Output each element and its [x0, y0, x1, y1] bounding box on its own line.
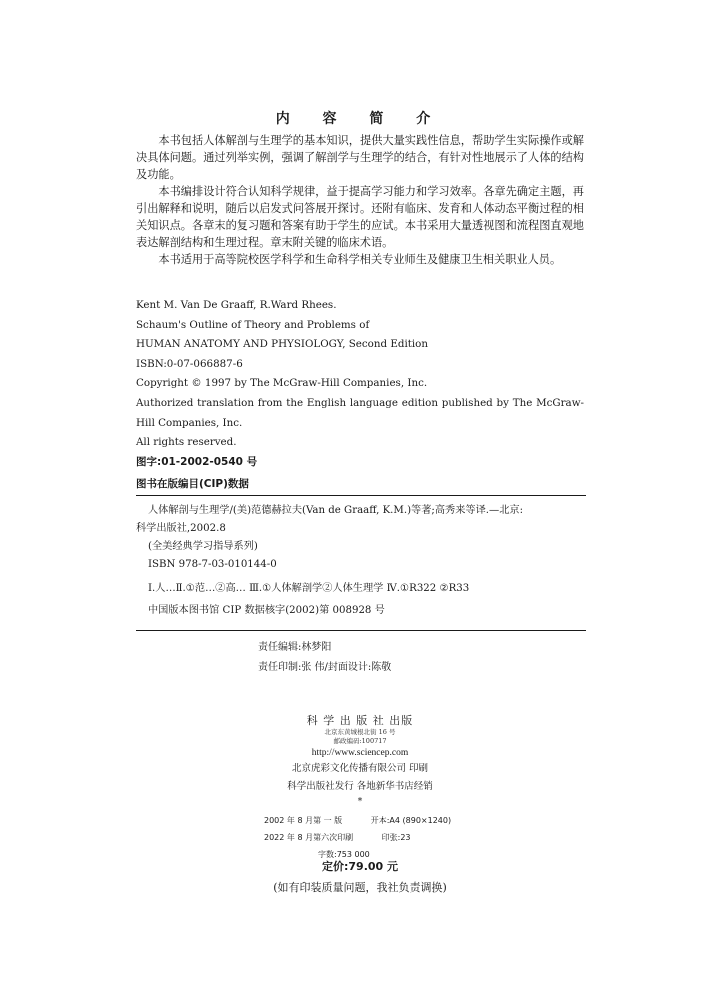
publisher-block [0, 712, 720, 809]
word-count: 字数:753 000 [318, 850, 370, 859]
book-format: 开本:A4 (890×1240) [370, 816, 452, 825]
printing-date: 2022 年 8 月第六次印刷 [264, 833, 354, 842]
cip-bottom-rule [136, 630, 586, 631]
publisher-url: http://www.sciencep.com [311, 748, 409, 758]
cip-data-block [136, 502, 586, 620]
distribution: 科学出版社发行 各地新华书店经销 [287, 781, 433, 792]
cip-record-line: 人体解剖与生理学/(美)范德赫拉夫(Van de Graaff, K.M.)等著;高秀来等译.—北京: [148, 505, 524, 516]
original-title: HUMAN ANATOMY AND PHYSIOLOGY, Second Edition [136, 338, 429, 351]
summary-paragraph: 本书包括人体解剖与生理学的基本知识，提供大量实践性信息，帮助学生实际操作或解决具体问题。通过列举实例，强调了解剖学与生理学的结合，有针对性地展示了人体的结构及功能。 [136, 134, 584, 181]
publisher-postcode: 邮政编码:100717 [333, 737, 387, 745]
price: 定价:79.00 元 [321, 860, 399, 873]
original-authors: Kent M. Van De Graaff, R.Ward Rhees. [136, 299, 337, 311]
cip-series: (全美经典学习指导系列) [148, 541, 258, 552]
original-series: Schaum's Outline of Theory and Problems of [136, 318, 370, 331]
summary-paragraph: 本书编排设计符合认知科学规律，益于提高学习能力和学习效率。各章先确定主题，再引出解释和说明，随后以启发式问答展开探讨。还附有临床、发育和人体动态平衡过程的相关知识点。各章末的复习题和答案有助于学生的应试。本书采用大量透视图和流程图直观地表达解剖结构和生理过程。章末附关键的临床术语。 [136, 185, 584, 249]
separator-star: * [357, 797, 363, 807]
original-edition-info [136, 296, 584, 453]
print-details-row [264, 812, 451, 829]
authorized-translation: Authorized translation from the English language edition published by The McGraw-Hill Companies, Inc. [136, 396, 584, 429]
summary-paragraph: 本书适用于高等院校医学科学和生命科学相关专业师生及健康卫生相关职业人员。 [158, 253, 562, 266]
cip-heading: 图书在版编目(CIP)数据 [136, 478, 249, 490]
cip-record-line: 科学出版社,2002.8 [136, 523, 226, 534]
responsible-staff [258, 638, 391, 678]
publisher-name: 科 学 出 版 社 出版 [306, 714, 414, 727]
rights-reserved: All rights reserved. [136, 436, 237, 449]
publisher-address: 北京东黄城根北街 16 号 [324, 728, 396, 736]
responsible-editor: 责任编辑:林梦阳 [258, 642, 332, 653]
printed-sheets: 印张:23 [381, 833, 411, 842]
responsible-print-design: 责任印制:张 伟/封面设计:陈敬 [258, 662, 392, 673]
cip-isbn: ISBN 978-7-03-010144-0 [148, 559, 277, 570]
print-details-row [264, 829, 451, 846]
cip-classification: Ⅰ.人…Ⅱ.①范…②高… Ⅲ.①人体解剖学②人体生理学 Ⅳ.①R322 ②R33 [148, 583, 470, 594]
content-summary [136, 132, 584, 268]
cip-number: 中国版本图书馆 CIP 数据核字(2002)第 008928 号 [148, 605, 385, 616]
edition-date: 2002 年 8 月第 一 版 [264, 816, 343, 825]
original-copyright: Copyright © 1997 by The McGraw-Hill Companies, Inc. [136, 377, 428, 390]
contract-number: 图字:01-2002-0540 号 [136, 456, 258, 468]
quality-notice: (如有印装质量问题，我社负责调换) [273, 881, 447, 894]
cip-top-rule [136, 495, 586, 496]
print-details [264, 812, 451, 863]
original-isbn: ISBN:0-07-066887-6 [136, 357, 243, 370]
page-title: 内 容 简 介 [275, 111, 445, 127]
printer: 北京虎彩文化传播有限公司 印刷 [291, 763, 429, 774]
